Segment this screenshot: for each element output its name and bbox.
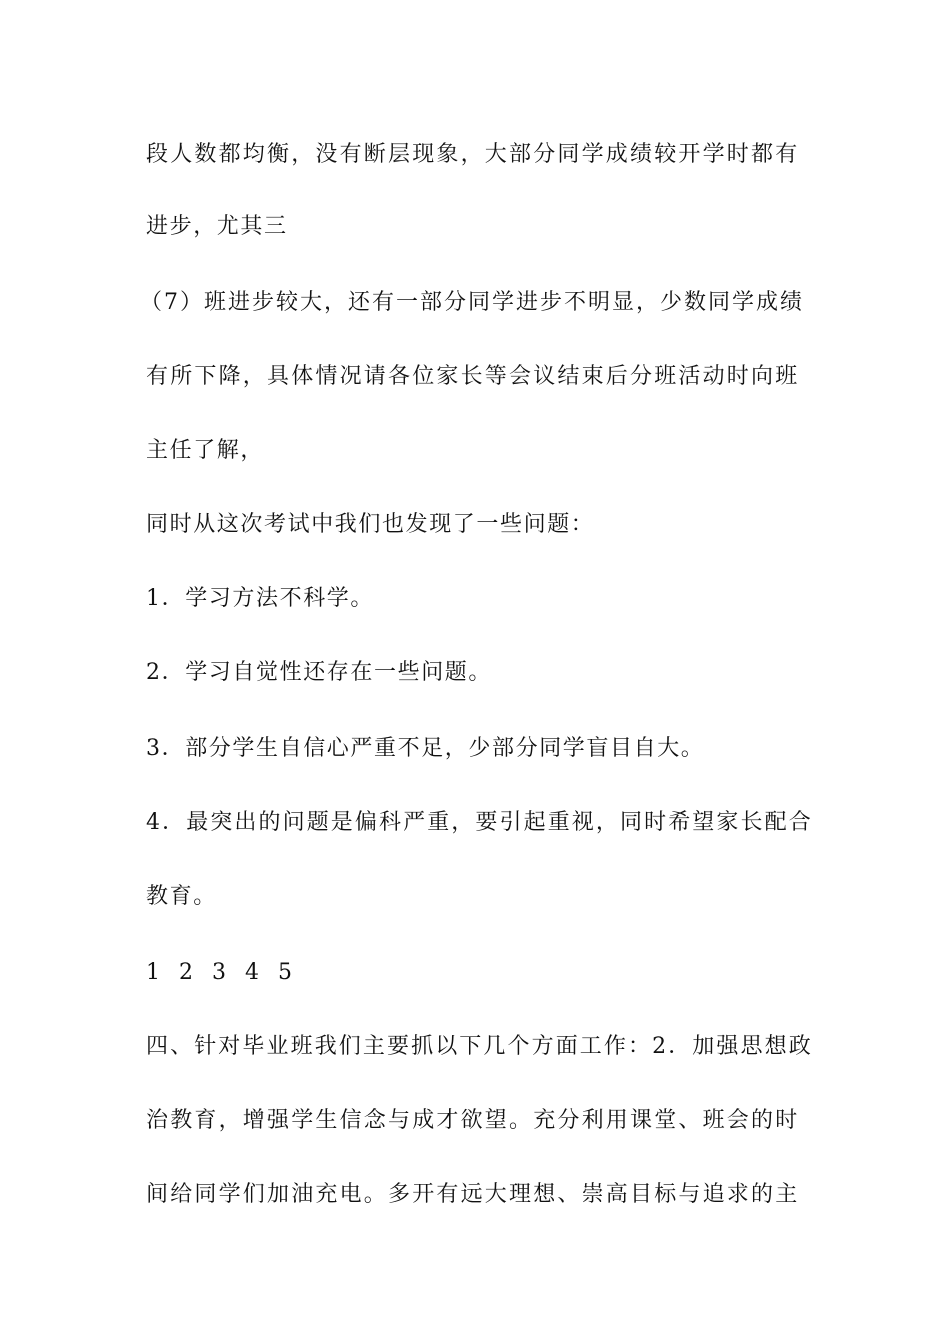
paragraph-line: （7）班进步较大，还有一部分同学进步不明显，少数同学成绩 xyxy=(140,290,804,315)
paragraph-line: 主任了解， xyxy=(146,438,265,463)
list-item-continuation: 教育。 xyxy=(146,884,217,909)
list-item: 2．学习自觉性还存在一些问题。 xyxy=(146,660,492,685)
paragraph-line: 进步，尤其三 xyxy=(146,214,288,239)
section-heading-line: 四、针对毕业班我们主要抓以下几个方面工作：2．加强思想政 xyxy=(146,1034,813,1059)
list-item: 1．学习方法不科学。 xyxy=(146,586,374,611)
paragraph-line: 治教育，增强学生信念与成才欲望。充分利用课堂、班会的时 xyxy=(146,1108,800,1133)
list-item: 4．最突出的问题是偏科严重，要引起重视，同时希望家长配合 xyxy=(146,810,813,835)
paragraph-line: 间给同学们加油充电。多开有远大理想、崇高目标与追求的主 xyxy=(146,1182,800,1207)
paragraph-line: 有所下降，具体情况请各位家长等会议结束后分班活动时向班 xyxy=(146,364,800,389)
list-item: 3．部分学生自信心严重不足，少部分同学盲目自大。 xyxy=(146,736,705,761)
number-sequence: 1 2 3 4 5 xyxy=(146,960,298,985)
paragraph-line: 同时从这次考试中我们也发现了一些问题： xyxy=(146,512,595,537)
paragraph-line: 段人数都均衡，没有断层现象，大部分同学成绩较开学时都有 xyxy=(146,142,800,167)
